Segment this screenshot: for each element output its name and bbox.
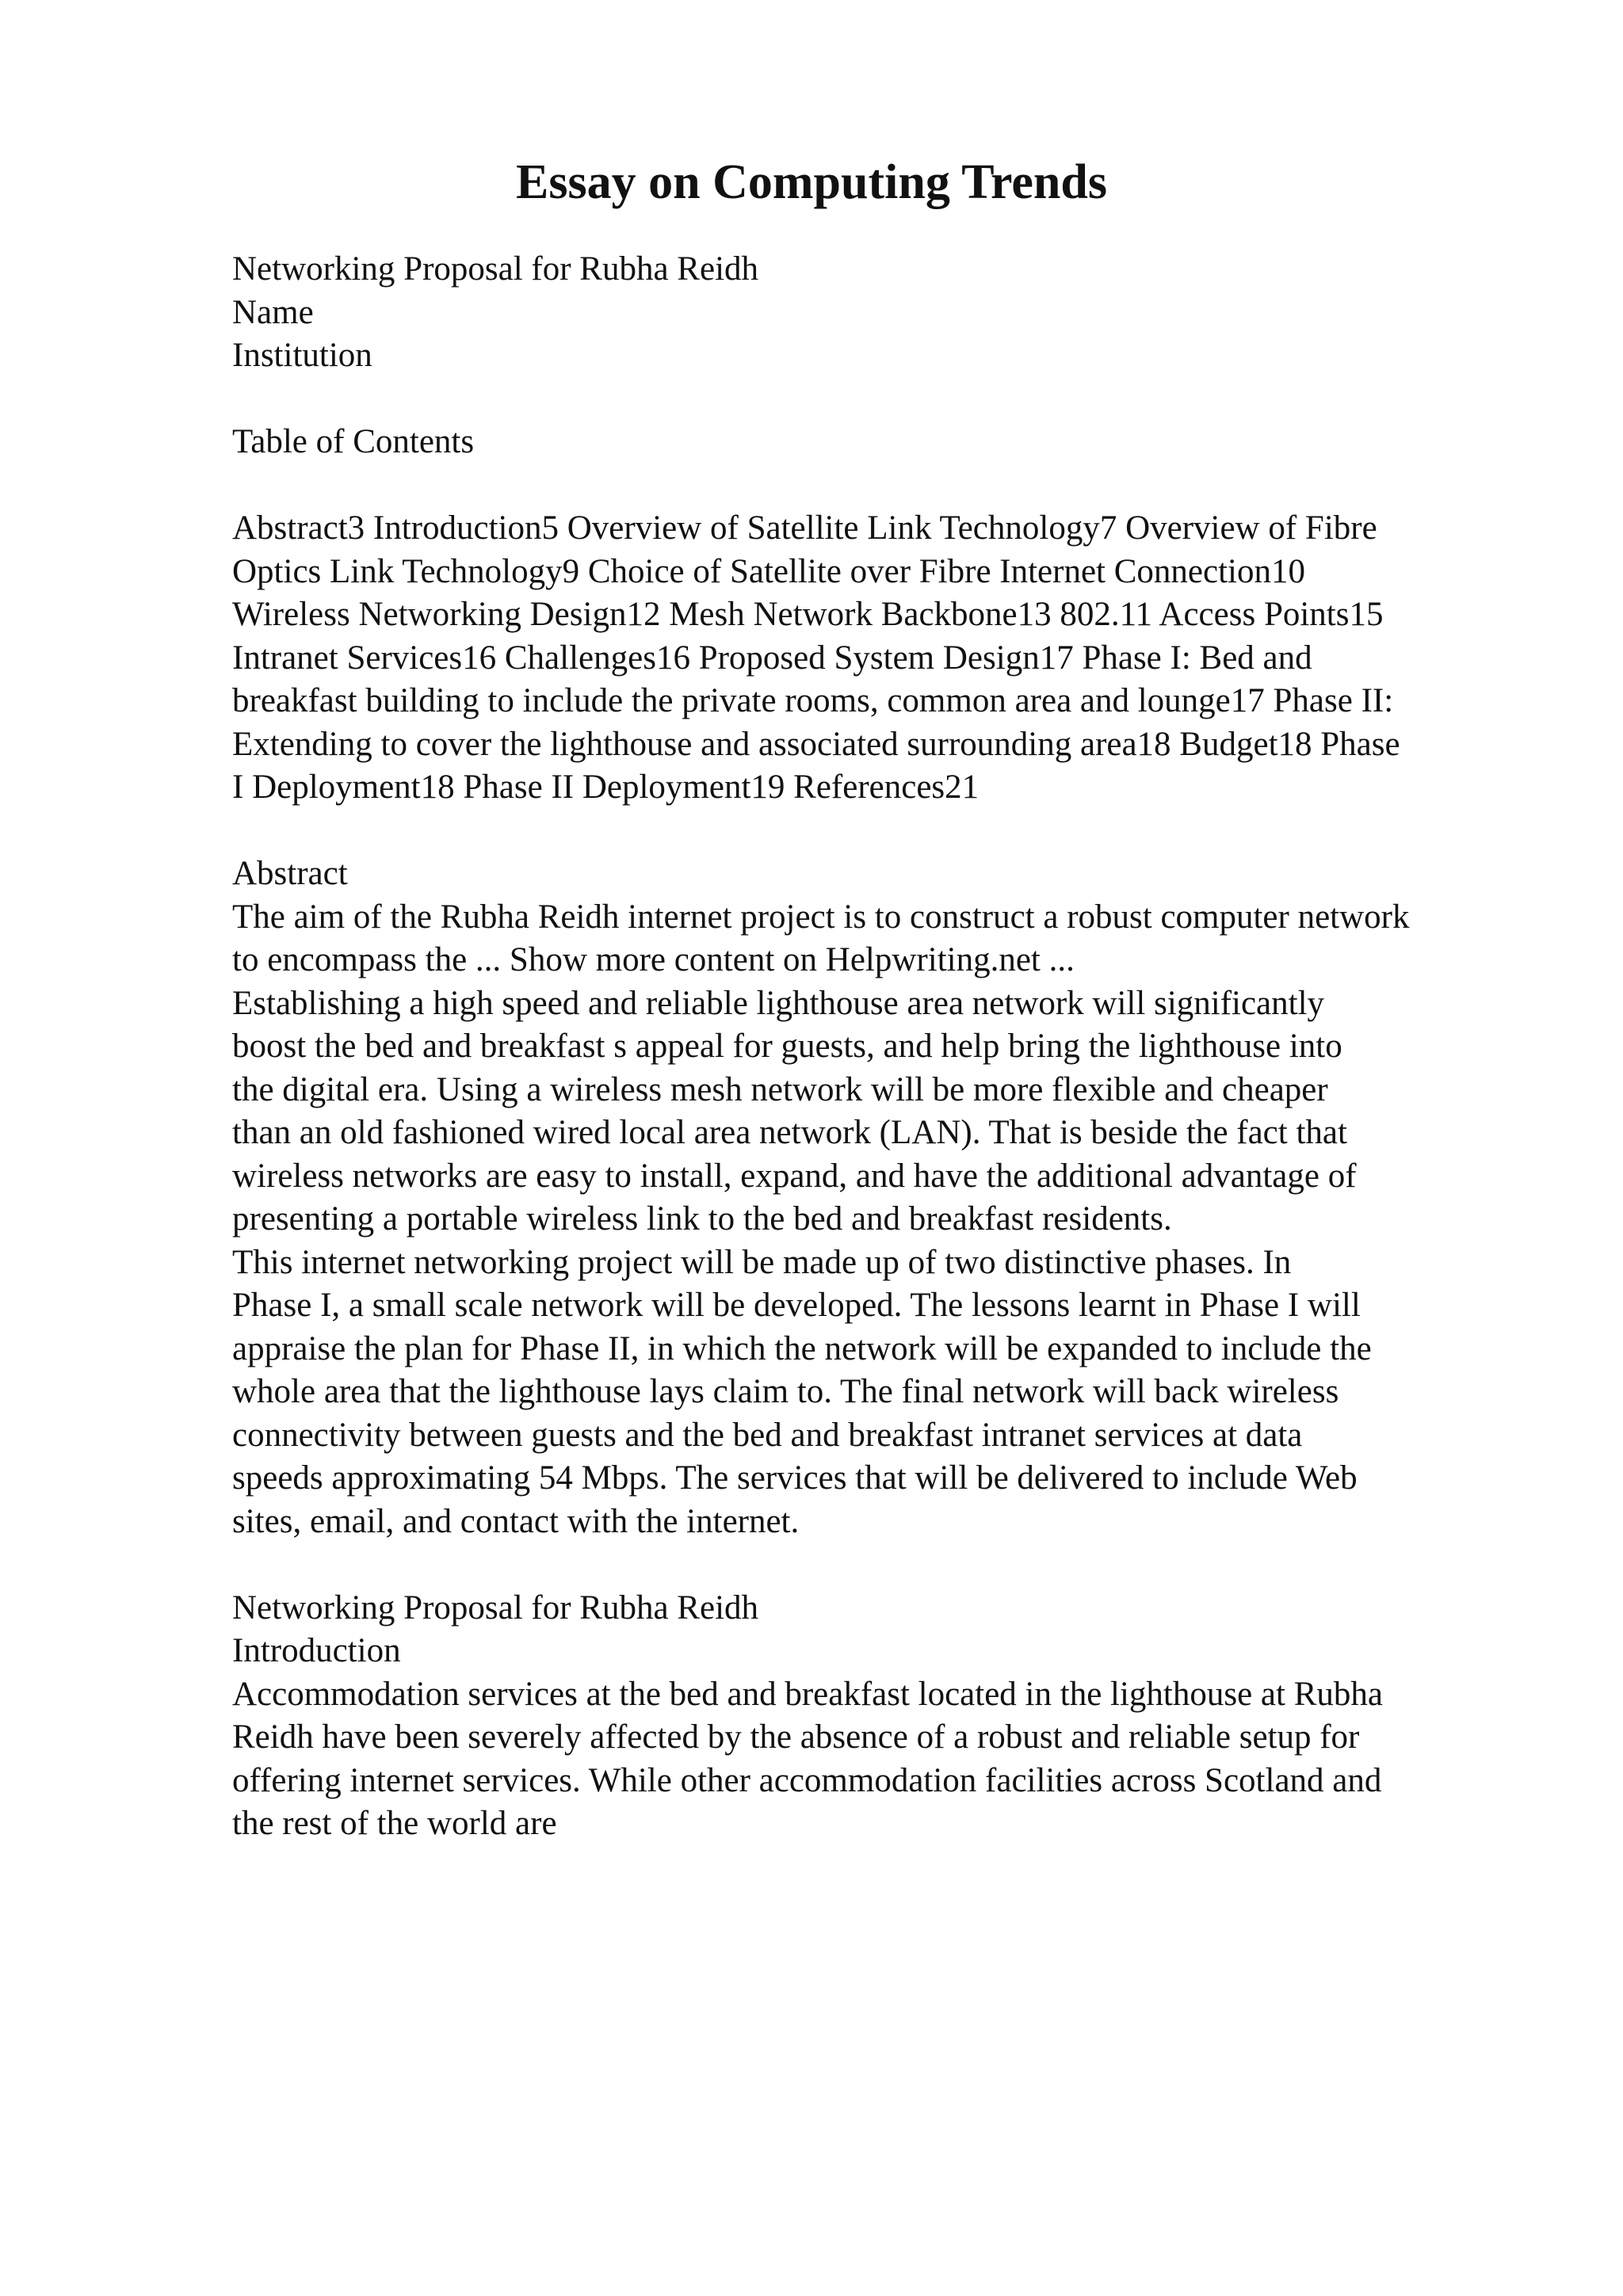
abstract-heading: Abstract [232,855,348,892]
spacer [232,810,1520,853]
toc-line: Intranet Services16 Challenges16 Proposed System Design17 Phase I: Bed and [232,639,1312,677]
abstract-line: Establishing a high speed and reliable lighthouse area network will significantly [232,984,1325,1022]
toc-line: Abstract3 Introduction5 Overview of Satellite Link Technology7 Overview of Fibre [232,509,1377,547]
abstract-line: Phase I, a small scale network will be developed. The lessons learnt in Phase I will [232,1287,1361,1324]
abstract-line: whole area that the lighthouse lays claim to. The final network will back wireless [232,1373,1339,1410]
abstract-line: speeds approximating 54 Mbps. The services that will be delivered to include Web [232,1459,1358,1497]
intro-line: the rest of the world are [232,1805,557,1842]
document-body [232,248,1520,1846]
intro-line: Introduction [232,1632,401,1669]
toc-heading: Table of Contents [232,423,475,460]
abstract-line: the digital era. Using a wireless mesh network will be more flexible and cheaper [232,1070,1328,1108]
abstract-line: sites, email, and contact with the internet. [232,1502,800,1540]
toc-line: Extending to cover the lighthouse and associated surrounding area18 Budget18 Phase [232,725,1400,763]
header-line: Networking Proposal for Rubha Reidh [232,250,759,288]
header-line: Institution [232,337,372,374]
abstract-line: This internet networking project will be made up of two distinctive phases. In [232,1243,1292,1281]
abstract-line: than an old fashioned wired local area network (LAN). That is beside the fact that [232,1114,1347,1151]
toc-line: breakfast building to include the private rooms, common area and lounge17 Phase II: [232,682,1394,719]
spacer [232,1543,1520,1587]
intro-line: offering internet services. While other accommodation facilities across Scotland and [232,1761,1382,1799]
abstract-line: boost the bed and breakfast s appeal for guests, and help bring the lighthouse into [232,1028,1342,1065]
intro-line: Accommodation services at the bed and breakfast located in the lighthouse at Rubha [232,1675,1383,1713]
abstract-line: The aim of the Rubha Reidh internet project is to construct a robust computer network [232,898,1410,936]
spacer [232,378,1520,421]
abstract-line: appraise the plan for Phase II, in which the network will be expanded to include the [232,1329,1372,1367]
toc-line: Optics Link Technology9 Choice of Satellite over Fibre Internet Connection10 [232,552,1305,590]
abstract-line: presenting a portable wireless link to the bed and breakfast residents. [232,1200,1172,1238]
intro-line: Networking Proposal for Rubha Reidh [232,1589,759,1627]
toc-line: Wireless Networking Design12 Mesh Network Backbone13 802.11 Access Points15 [232,596,1384,633]
abstract-line: connectivity between guests and the bed and breakfast intranet services at data [232,1416,1303,1454]
header-line: Name [232,293,314,331]
spacer [232,464,1520,508]
abstract-line: wireless networks are easy to install, expand, and have the additional advantage of [232,1157,1357,1195]
abstract-line: to encompass the ... Show more content on Helpwriting.net ... [232,941,1075,978]
document-title: Essay on Computing Trends [516,155,1107,209]
toc-line: I Deployment18 Phase II Deployment19 References21 [232,769,980,806]
intro-line: Reidh have been severely affected by the absence of a robust and reliable setup for [232,1718,1360,1756]
